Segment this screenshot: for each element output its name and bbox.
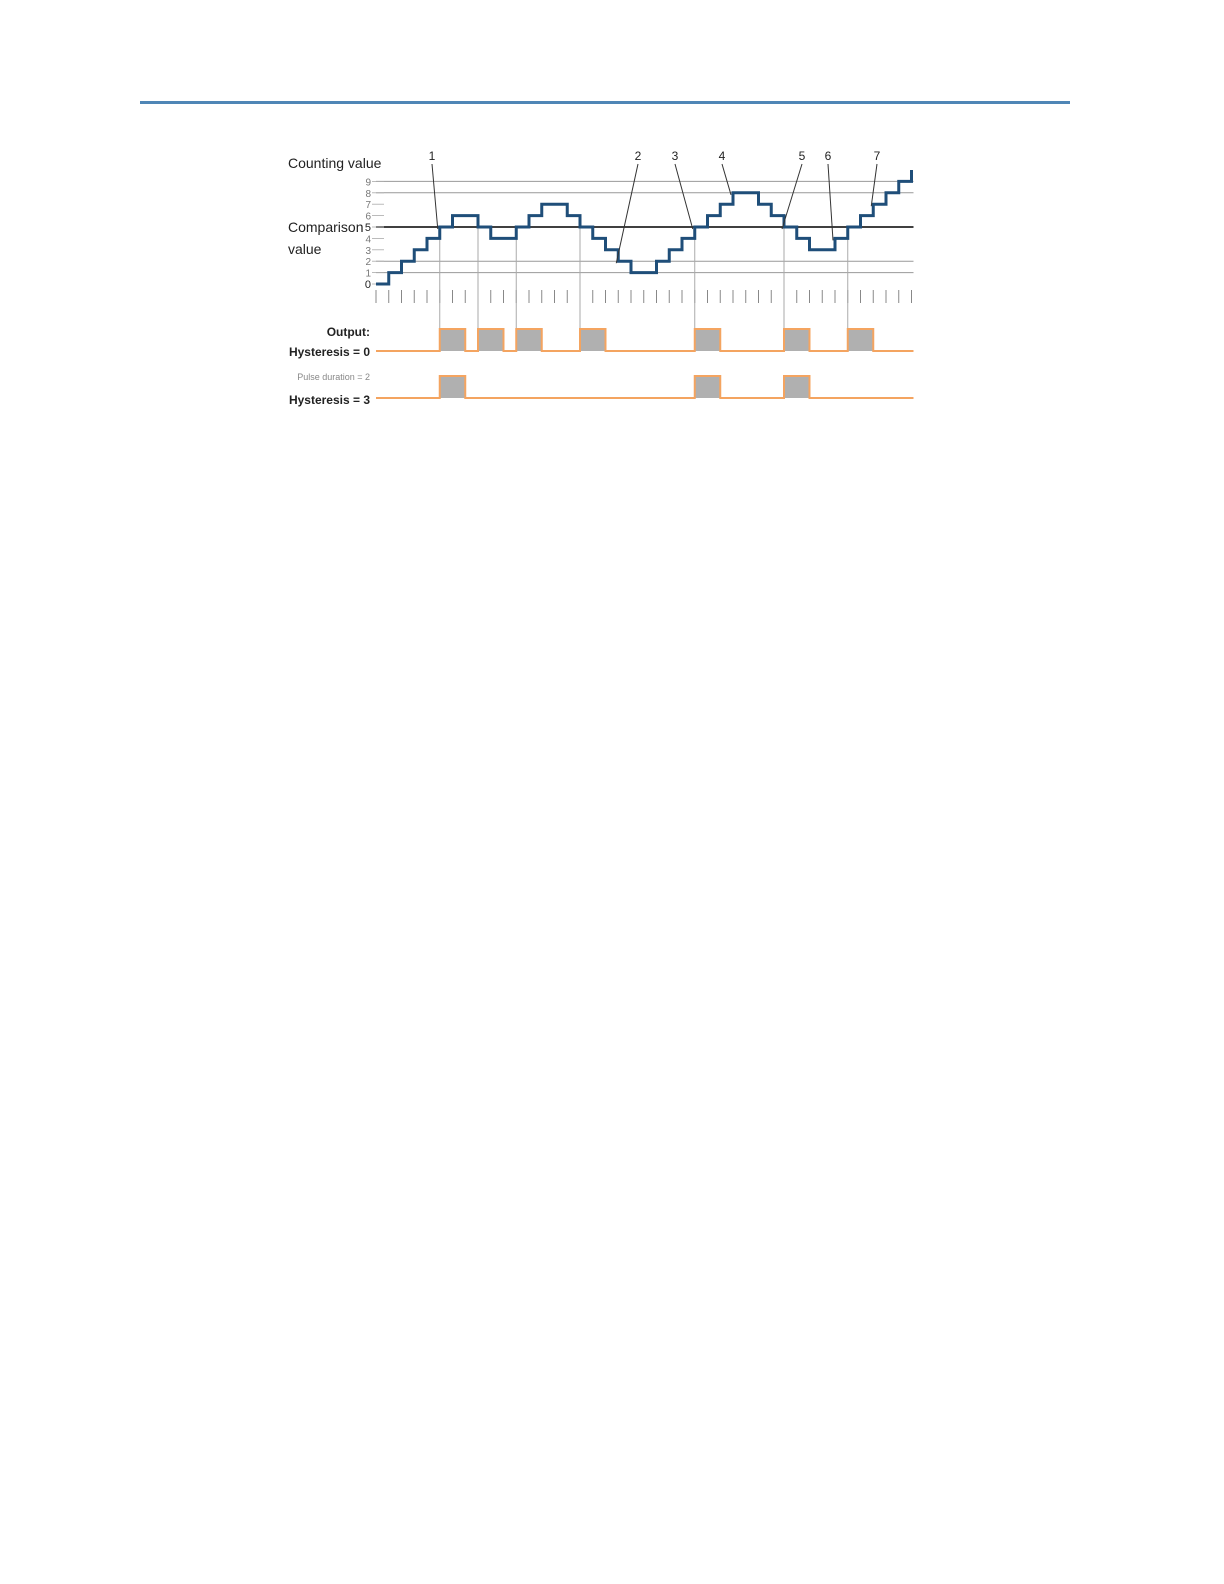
output-hysteresis-0 [376, 329, 914, 351]
callouts [429, 149, 881, 263]
y-tick-labels [365, 177, 384, 291]
callout-label-1: 1 [428, 149, 436, 163]
output-label: Output: [326, 325, 370, 339]
pulse-duration-label: Pulse duration = 2 [297, 372, 370, 382]
output-hysteresis-0-pulse [580, 329, 606, 351]
callout-label-7: 7 [873, 149, 881, 163]
y-tick-label-0: 0 [364, 279, 371, 291]
callout-line-4 [722, 164, 731, 195]
hysteresis-3-label: Hysteresis = 3 [288, 393, 370, 407]
y-tick-label-9: 9 [365, 177, 371, 189]
event-markers [440, 227, 848, 345]
output-hysteresis-0-pulse [440, 329, 466, 351]
time-ticks [376, 290, 912, 303]
output-hysteresis-0-pulse [695, 329, 721, 351]
y-tick-label-5: 5 [364, 222, 371, 234]
output-hysteresis-3-pulse [784, 376, 810, 398]
callout-line-6 [828, 164, 833, 240]
y-tick-label-6: 6 [365, 211, 371, 223]
header-rule [140, 101, 1070, 104]
counter-comparison-diagram [270, 140, 970, 430]
grid-lines [376, 181, 914, 272]
y-tick-label-3: 3 [365, 245, 371, 257]
y-tick-label-8: 8 [365, 188, 371, 200]
output-hysteresis-0-pulse [784, 329, 810, 351]
callout-label-4: 4 [718, 149, 726, 163]
output-hysteresis-0-pulse [478, 329, 504, 351]
callout-line-7 [871, 164, 877, 206]
callout-label-6: 6 [824, 149, 832, 163]
y-tick-label-1: 1 [365, 268, 371, 280]
y-tick-label-2: 2 [365, 257, 371, 269]
callout-line-3 [675, 164, 693, 229]
callout-label-2: 2 [634, 149, 642, 163]
callout-line-5 [782, 164, 802, 229]
output-hysteresis-0-pulse [848, 329, 874, 351]
counting-value-label: Counting value [288, 155, 382, 171]
y-tick-label-7: 7 [365, 200, 371, 212]
callout-line-2 [616, 164, 638, 263]
output-hysteresis-3-pulse [440, 376, 466, 398]
output-hysteresis-3-pulse [695, 376, 721, 398]
callout-label-3: 3 [671, 149, 679, 163]
callout-line-1 [432, 164, 438, 229]
output-hysteresis-3 [376, 376, 914, 398]
hysteresis-0-label: Hysteresis = 0 [288, 345, 370, 359]
callout-label-5: 5 [798, 149, 806, 163]
output-hysteresis-0-pulse [516, 329, 542, 351]
comparison-value-label: Comparison [288, 219, 364, 235]
comparison-value-label-2: value [288, 241, 322, 257]
y-tick-label-4: 4 [365, 234, 371, 246]
